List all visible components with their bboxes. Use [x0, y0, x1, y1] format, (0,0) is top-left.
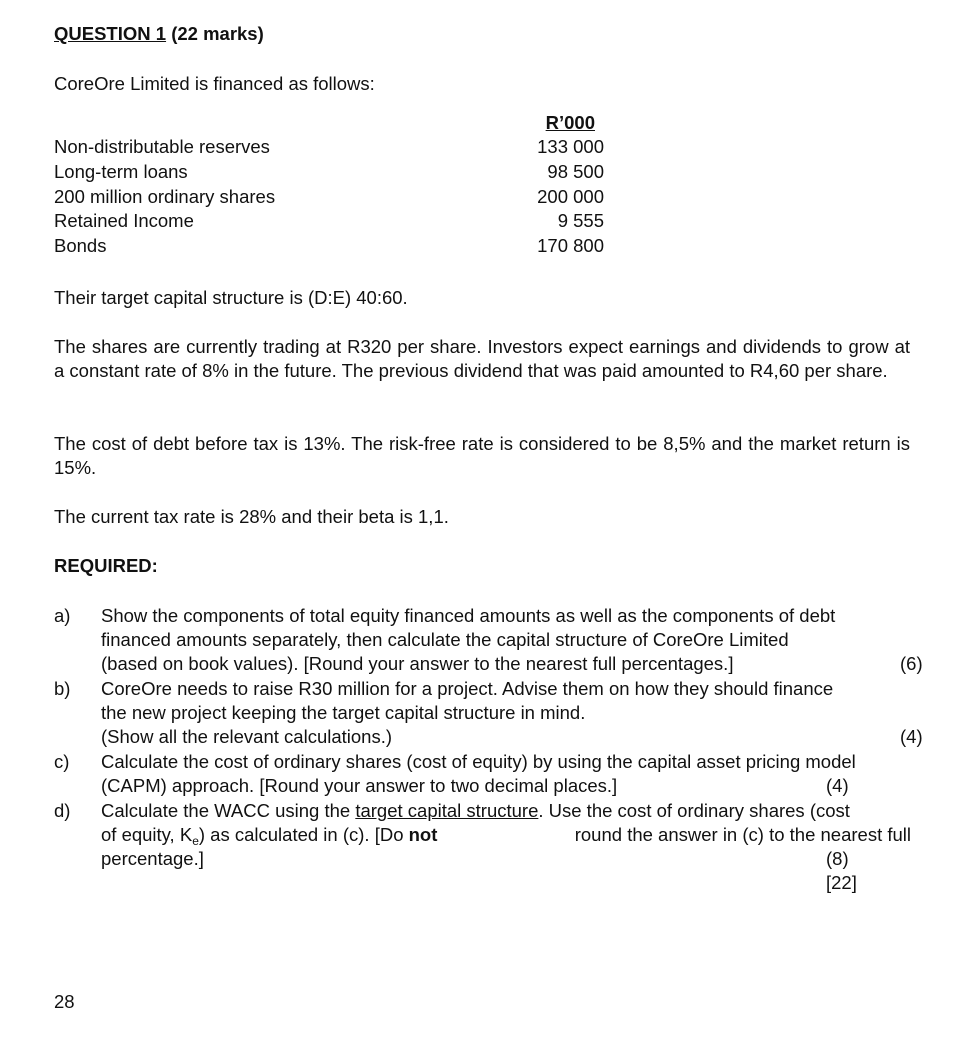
item-line: Calculate the WACC using the target capital structure. Use the cost of ordinary shares (cost	[101, 800, 850, 821]
item-letter: a)	[54, 605, 71, 626]
item-letter: d)	[54, 800, 71, 821]
intro-text: CoreOre Limited is financed as follows:	[54, 73, 375, 94]
table-row	[54, 234, 604, 258]
table-row	[54, 185, 604, 209]
item-letter: b)	[54, 678, 71, 699]
question-number: QUESTION 1	[54, 23, 167, 44]
row-value: 9 555	[557, 210, 604, 231]
item-line: Calculate the cost of ordinary shares (cost of equity) by using the capital asset pricing model	[101, 751, 856, 772]
item-marks: (4)	[826, 775, 849, 796]
total-marks: [22]	[826, 872, 857, 893]
item-marks: (8)	[826, 848, 849, 869]
shares-paragraph: The shares are currently trading at R320 per share. Investors expect earnings and dividends to grow at a constant rate of 8% in the future. The previous dividend that was paid amounted to R4,60 per share.	[54, 336, 910, 381]
target-structure-text: Their target capital structure is (D:E) 40:60.	[54, 287, 408, 308]
item-line: of equity, K e ) as calculated in (c). [Do not round the answer in (c) to the nearest full	[101, 823, 911, 847]
table-row	[54, 160, 604, 184]
question-marks: (22 marks)	[171, 23, 264, 44]
item-line: percentage.]	[101, 848, 204, 869]
item-line: financed amounts separately, then calculate the capital structure of CoreOre Limited	[101, 629, 789, 650]
row-label: Bonds	[54, 235, 107, 256]
row-value: 98 500	[547, 161, 604, 182]
row-label: 200 million ordinary shares	[54, 186, 276, 207]
row-label: Non-distributable reserves	[54, 136, 270, 157]
item-line: (Show all the relevant calculations.)	[101, 726, 393, 747]
required-heading: REQUIRED:	[54, 555, 158, 576]
target-capital-structure-underline: target capital structure	[355, 800, 539, 821]
row-value: 133 000	[537, 136, 604, 157]
row-label: Long-term loans	[54, 161, 188, 182]
item-line: (CAPM) approach. [Round your answer to two decimal places.]	[101, 775, 618, 796]
tax-beta-text: The current tax rate is 28% and their beta is 1,1.	[54, 506, 449, 527]
item-line: the new project keeping the target capital structure in mind.	[101, 702, 586, 723]
row-value: 170 800	[537, 235, 604, 256]
item-line: Show the components of total equity financed amounts as well as the components of debt	[101, 605, 836, 626]
table-row	[54, 135, 604, 159]
item-marks: (4)	[900, 726, 923, 747]
page-number: 28	[54, 991, 75, 1012]
question-heading	[54, 22, 264, 46]
debt-paragraph: The cost of debt before tax is 13%. The risk-free rate is considered to be 8,5% and the market return is 15%.	[54, 433, 910, 478]
unit-header: R’000	[545, 112, 595, 133]
item-line: CoreOre needs to raise R30 million for a project. Advise them on how they should finance	[101, 678, 834, 699]
row-label: Retained Income	[54, 210, 194, 231]
item-letter: c)	[54, 751, 70, 772]
item-marks: (6)	[900, 653, 923, 674]
ke-subscript: e	[192, 834, 199, 848]
not-emphasis: not	[408, 824, 438, 845]
item-line: (based on book values). [Round your answer to the nearest full percentages.]	[101, 653, 734, 674]
row-value: 200 000	[537, 186, 604, 207]
table-row	[54, 209, 604, 233]
